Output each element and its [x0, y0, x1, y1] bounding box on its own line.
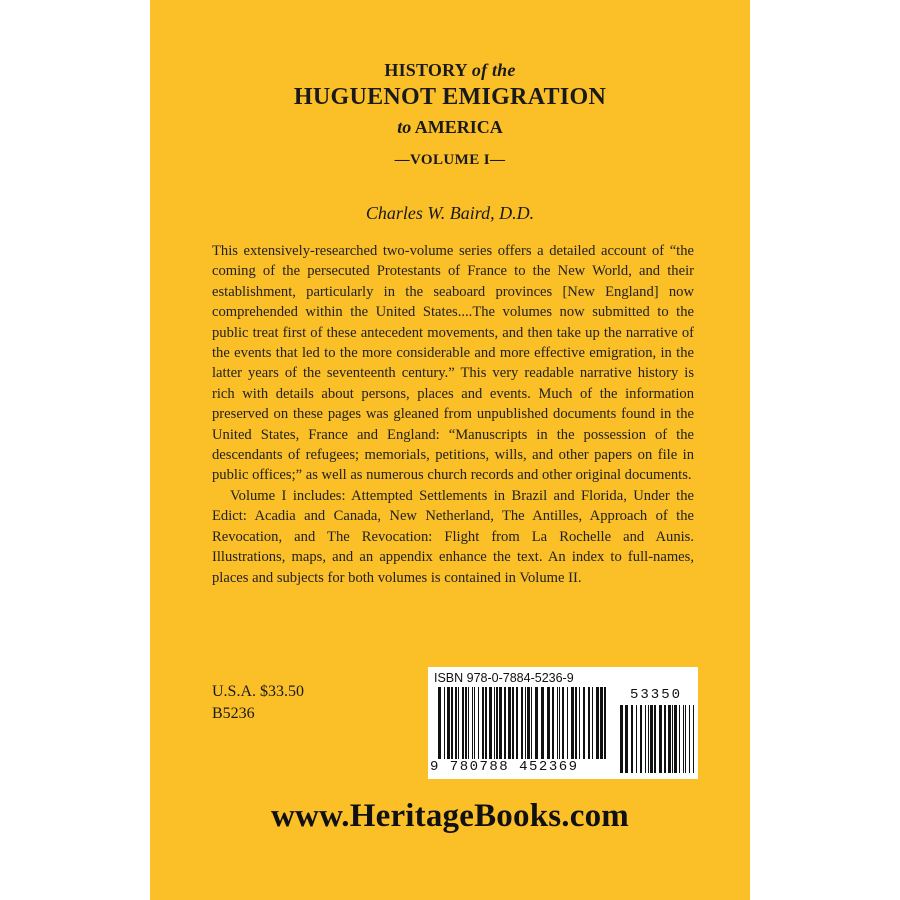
ean-barcode-bars	[438, 687, 606, 759]
title-of-the: of the	[471, 60, 516, 80]
title-line-2: HUGUENOT EMIGRATION	[293, 84, 607, 110]
volume-label: —VOLUME I—	[394, 152, 506, 168]
author-name: Charles W. Baird, D.D.	[365, 203, 535, 223]
price-addon-digits: 53350	[629, 687, 682, 703]
title-line-3	[150, 117, 750, 138]
description-paragraph-2: Volume I includes: Attempted Settlements in Brazil and Florida, Under the Edict: Acadia and Canada, New Netherland, The Antilles, Approach of the Revocation, and The Revocation: Flight from La Rochelle and Aunis. Illustrations, maps, and an appendix enhance the text. An index to full-names, places and subjects for both volumes is contained in Volume II.	[212, 487, 694, 586]
price-block	[212, 681, 304, 725]
price-addon-bars	[620, 705, 694, 773]
ean-digits: 9 780788 452369	[430, 759, 579, 775]
product-code: B5236	[212, 705, 255, 722]
title-america: AMERICA	[414, 117, 503, 137]
price-amount: U.S.A. $33.50	[212, 683, 305, 700]
isbn-label: ISBN 978-0-7884-5236-9	[434, 671, 574, 685]
title-history: HISTORY	[384, 60, 468, 80]
description	[212, 241, 694, 588]
publisher-website: www.HeritageBooks.com	[271, 798, 629, 834]
book-back-cover	[150, 0, 750, 900]
title-to: to	[397, 117, 412, 137]
barcode	[428, 667, 698, 779]
description-paragraph-1: This extensively-researched two-volume series offers a detailed account of “the coming of the persecuted Protestants of France to the New World, and their establishment, particularly in the seaboard provinces [New England] now comprehended within the United States....The volumes now submitted to the public treat first of these antecedent movements, and then take up the narrative of the events that led to the more considerable and more effective emigration, in the latter years of the seventeenth century.” This very readable narrative history is rich with details about persons, places and events. Much of the information preserved on these pages was gleaned from unpublished documents found in the United States, France and England: “Manuscripts in the possession of the descendants of refugees; memorials, petitions, wills, and other papers on file in public offices;” as well as numerous church records and other original documents.	[212, 243, 694, 484]
title-line-1	[150, 60, 750, 81]
